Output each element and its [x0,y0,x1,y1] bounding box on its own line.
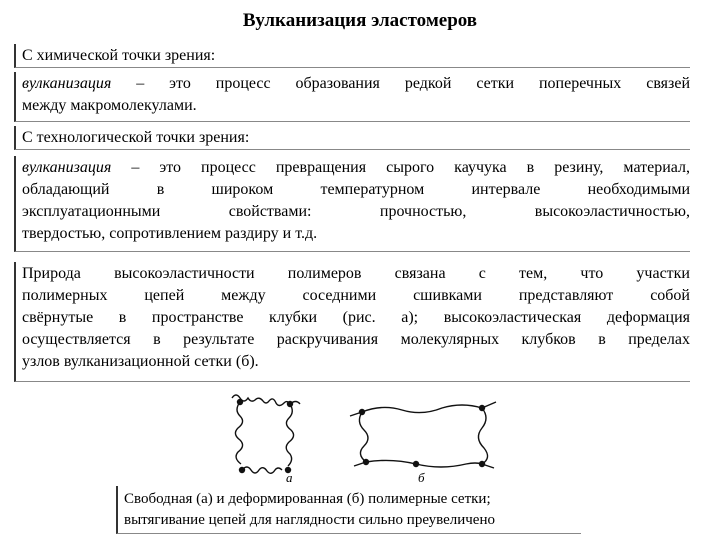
figure-label-b: б [418,470,425,485]
nature-line-1: Природа высокоэластичности полимеров связана с тем, что участки [22,265,690,282]
chem-definition-block [14,72,690,122]
tech-text-2: обладающий в широком температурном интервале необходимыми [22,181,690,198]
tech-text-1: – это процесс превращения сырого каучука в резину, материал, [131,159,691,176]
crosslink-node [363,459,369,465]
crosslink-node [413,461,419,467]
chem-text-1: – это процесс образования редкой сетки поперечных связей [136,75,691,92]
crosslink-node [479,461,485,467]
tech-definition-line-1 [22,157,690,179]
nature-line-3: свёрнутые в пространстве клубки (рис. а); высокоэластическая деформация [22,309,690,326]
chem-heading-block [14,44,690,68]
deformed-network-diagram [350,402,496,468]
polymer-network-figure [222,390,507,485]
tech-text-4: твердостью, сопротивлением раздиру и т.д. [22,225,318,242]
figure-caption [116,486,581,534]
page-title: Вулканизация эластомеров [242,10,478,31]
tech-heading-block [14,126,690,150]
chem-term: вулканизация [22,75,112,92]
nature-line-2: полимерных цепей между соседними сшивками представляют собой [22,287,690,304]
tech-text-3: эксплуатационными свойствами: прочностью, высокоэластичностью, [22,203,690,220]
chem-heading: С химической точки зрения: [22,47,216,64]
crosslink-node [237,399,243,405]
chem-text-2: между макромолекулами. [22,97,197,114]
crosslink-node [479,405,485,411]
caption-line-2: вытягивание цепей для наглядности сильно преувеличено [124,512,495,528]
tech-term: вулканизация [22,159,112,176]
chem-definition-line-1 [22,73,690,95]
figure-label-a: а [286,470,293,485]
nature-line-5: узлов вулканизационной сетки (б). [22,353,259,370]
nature-line-4: осуществляется в результате раскручивания молекулярных клубков в пределах [22,331,690,348]
nature-paragraph [14,262,690,382]
tech-definition-block [14,156,690,252]
crosslink-node [287,401,293,407]
caption-line-1: Свободная (а) и деформированная (б) полимерные сетки; [124,491,491,507]
tech-heading: С технологической точки зрения: [22,129,250,146]
crosslink-node [239,467,245,473]
crosslink-node [359,409,365,415]
